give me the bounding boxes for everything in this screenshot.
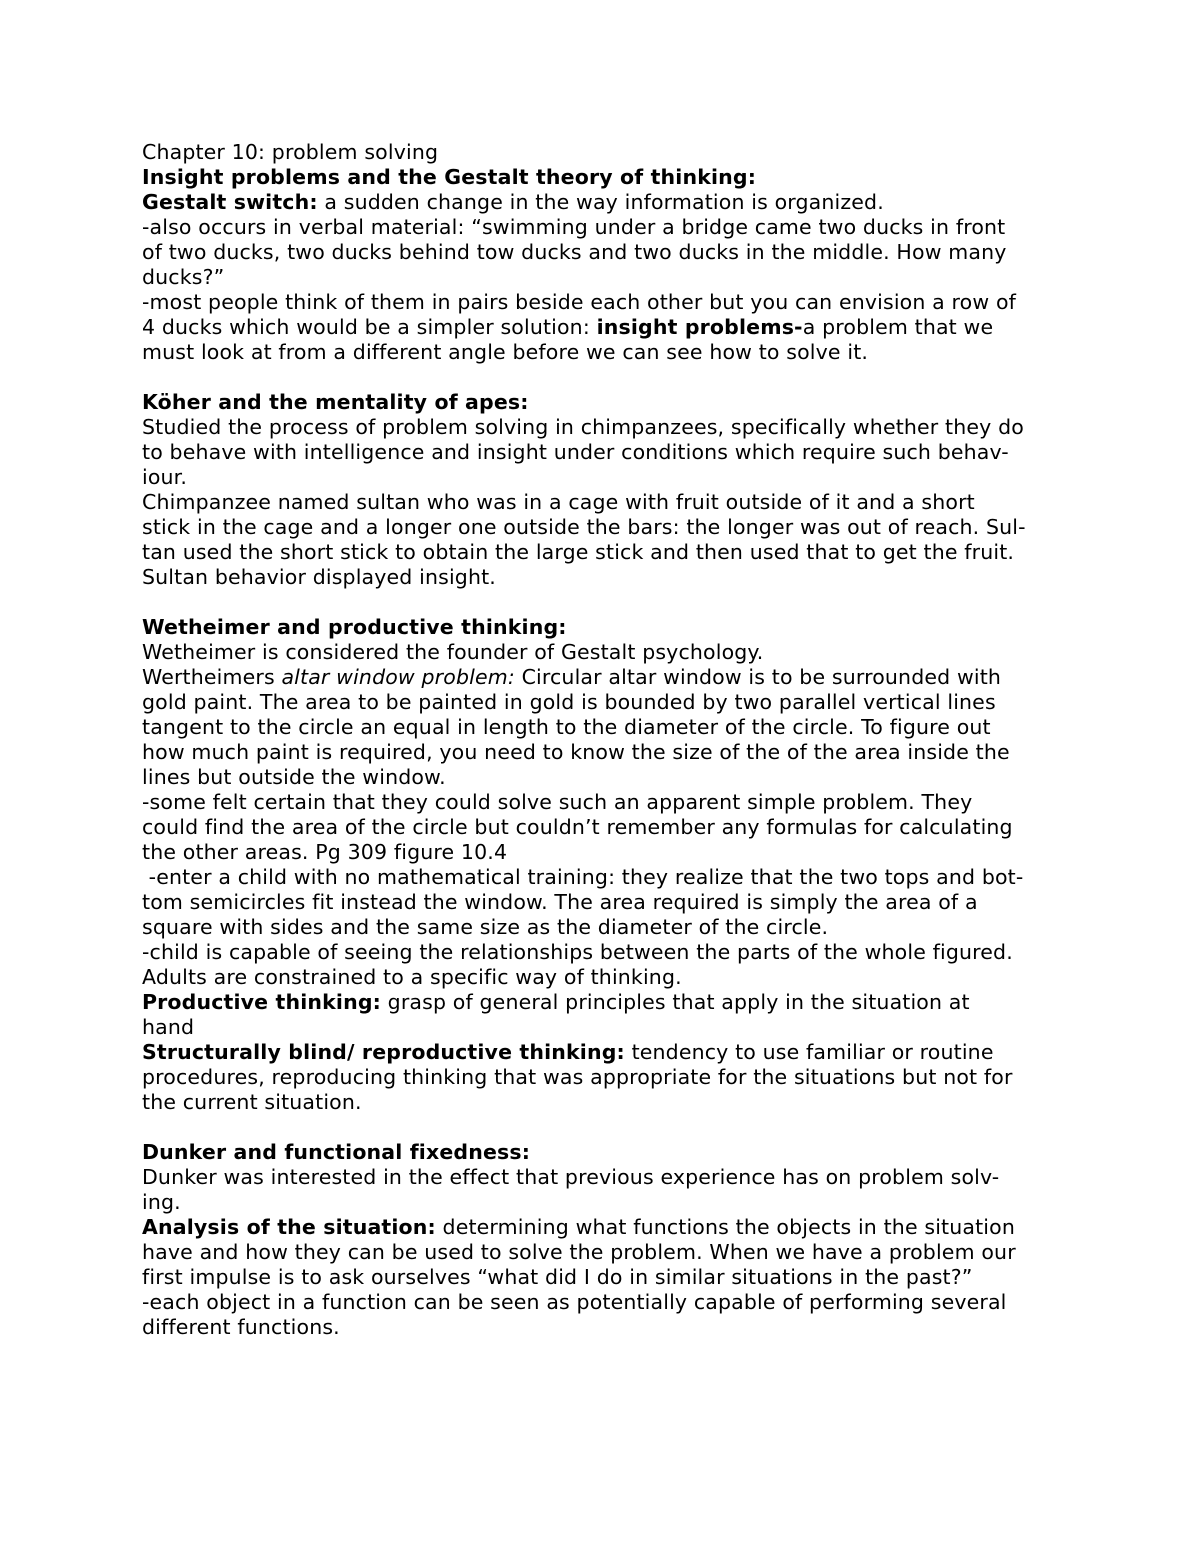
text-run: must look at from a different angle before we can see how to solve it. <box>142 340 869 364</box>
text-line <box>142 740 1062 765</box>
text-run: Dunker was interested in the effect that previous experience has on problem solv- <box>142 1165 1000 1189</box>
text-run: different functions. <box>142 1315 340 1339</box>
section-heading: Wetheimer and productive thinking: <box>142 615 567 639</box>
text-line <box>142 340 1062 365</box>
text-run: tom semicircles fit instead the window. The area required is simply the area of a <box>142 890 978 914</box>
text-run: procedures, reproducing thinking that was appropriate for the situations but not for <box>142 1065 1013 1089</box>
text-run: Adults are constrained to a specific way of thinking. <box>142 965 682 989</box>
text-line <box>142 640 1062 665</box>
text-line <box>142 865 1062 890</box>
text-run: -child is capable of seeing the relationships between the parts of the whole figured. <box>142 940 1013 964</box>
section <box>142 615 1062 1115</box>
text-run: Circular altar window is to be surrounded with <box>514 665 1002 689</box>
text-run: Studied the process of problem solving in chimpanzees, specifically whether they do <box>142 415 1024 439</box>
text-line <box>142 415 1062 440</box>
text-line <box>142 715 1062 740</box>
text-line <box>142 290 1062 315</box>
bold-term: Analysis of the situation: <box>142 1215 436 1239</box>
text-line <box>142 840 1062 865</box>
text-line <box>142 1240 1062 1265</box>
document-page <box>142 140 1062 1340</box>
text-line <box>142 1190 1062 1215</box>
text-line <box>142 990 1062 1015</box>
text-run: Wertheimers <box>142 665 282 689</box>
text-run: -some felt certain that they could solve such an apparent simple problem. They <box>142 790 973 814</box>
text-run: Chimpanzee named sultan who was in a cage with fruit outside of it and a short <box>142 490 975 514</box>
section <box>142 165 1062 365</box>
text-line <box>142 1165 1062 1190</box>
text-run: the current situation. <box>142 1090 362 1114</box>
text-line <box>142 1215 1062 1240</box>
text-line <box>142 540 1062 565</box>
bold-term: Structurally blind/ reproductive thinking: <box>142 1040 625 1064</box>
text-line <box>142 1040 1062 1065</box>
text-line <box>142 790 1062 815</box>
text-run: have and how they can be used to solve the problem. When we have a problem our <box>142 1240 1016 1264</box>
document-body <box>142 165 1062 1340</box>
paragraph-spacer <box>142 590 1062 615</box>
text-run: lines but outside the window. <box>142 765 446 789</box>
section-heading: Dunker and functional fixedness: <box>142 1140 531 1164</box>
text-run: Sultan behavior displayed insight. <box>142 565 496 589</box>
paragraph-spacer <box>142 365 1062 390</box>
text-run: stick in the cage and a longer one outside the bars: the longer was out of reach. Sul- <box>142 515 1026 539</box>
text-run: 4 ducks which would be a simpler solution: <box>142 315 597 339</box>
bold-term: Productive thinking: <box>142 990 382 1014</box>
text-line <box>142 565 1062 590</box>
text-line <box>142 890 1062 915</box>
text-line <box>142 465 1062 490</box>
text-line <box>142 265 1062 290</box>
chapter-title: Chapter 10: problem solving <box>142 140 439 164</box>
text-run: ing. <box>142 1190 181 1214</box>
text-line <box>142 665 1062 690</box>
text-run: how much paint is required, you need to know the size of the of the area inside the <box>142 740 1010 764</box>
text-run: tan used the short stick to obtain the large stick and then used that to get the fruit. <box>142 540 1015 564</box>
text-line <box>142 765 1062 790</box>
text-run: -most people think of them in pairs beside each other but you can envision a row of <box>142 290 1017 314</box>
text-run: a sudden change in the way information is organized. <box>317 190 884 214</box>
text-line <box>142 940 1062 965</box>
text-run: tangent to the circle an equal in length to the diameter of the circle. To figure out <box>142 715 991 739</box>
section <box>142 1140 1062 1340</box>
text-run: grasp of general principles that apply in the situation at <box>381 990 970 1014</box>
text-run: tendency to use familiar or routine <box>624 1040 994 1064</box>
text-line <box>142 240 1062 265</box>
text-line <box>142 515 1062 540</box>
bold-term: Gestalt switch: <box>142 190 318 214</box>
text-run: of two ducks, two ducks behind tow ducks and two ducks in the middle. How many <box>142 240 1007 264</box>
bold-term: insight problems- <box>596 315 803 339</box>
text-run: Wetheimer is considered the founder of Gestalt psychology. <box>142 640 764 664</box>
section-heading: Köher and the mentality of apes: <box>142 390 529 414</box>
text-line <box>142 1290 1062 1315</box>
text-line <box>142 440 1062 465</box>
section <box>142 390 1062 590</box>
text-run: to behave with intelligence and insight under conditions which require such behav- <box>142 440 1009 464</box>
text-line <box>142 1015 1062 1040</box>
text-run: ducks?” <box>142 265 225 289</box>
text-run: iour. <box>142 465 188 489</box>
text-line <box>142 965 1062 990</box>
text-run: the other areas. Pg 309 figure 10.4 <box>142 840 508 864</box>
text-line <box>142 815 1062 840</box>
text-run: a problem that we <box>802 315 994 339</box>
text-line <box>142 215 1062 240</box>
text-run: determining what functions the objects in the situation <box>435 1215 1015 1239</box>
section-heading: Insight problems and the Gestalt theory of thinking: <box>142 165 757 189</box>
text-run: -also occurs in verbal material: “swimming under a bridge came two ducks in front <box>142 215 1006 239</box>
text-run: -enter a child with no mathematical training: they realize that the two tops and bot- <box>142 865 1024 889</box>
text-line <box>142 690 1062 715</box>
text-line <box>142 1315 1062 1340</box>
text-line <box>142 1065 1062 1090</box>
paragraph-spacer <box>142 1115 1062 1140</box>
text-run: could find the area of the circle but couldn’t remember any formulas for calculating <box>142 815 1013 839</box>
text-line <box>142 490 1062 515</box>
text-line <box>142 1090 1062 1115</box>
text-line <box>142 315 1062 340</box>
text-run: square with sides and the same size as the diameter of the circle. <box>142 915 829 939</box>
text-run: -each object in a function can be seen as potentially capable of performing several <box>142 1290 1007 1314</box>
text-line <box>142 190 1062 215</box>
text-line <box>142 1265 1062 1290</box>
text-run: first impulse is to ask ourselves “what did I do in similar situations in the past?” <box>142 1265 973 1289</box>
text-run: gold paint. The area to be painted in gold is bounded by two parallel vertical lines <box>142 690 996 714</box>
italic-term: altar window problem: <box>281 665 515 689</box>
text-run: hand <box>142 1015 195 1039</box>
text-line <box>142 915 1062 940</box>
